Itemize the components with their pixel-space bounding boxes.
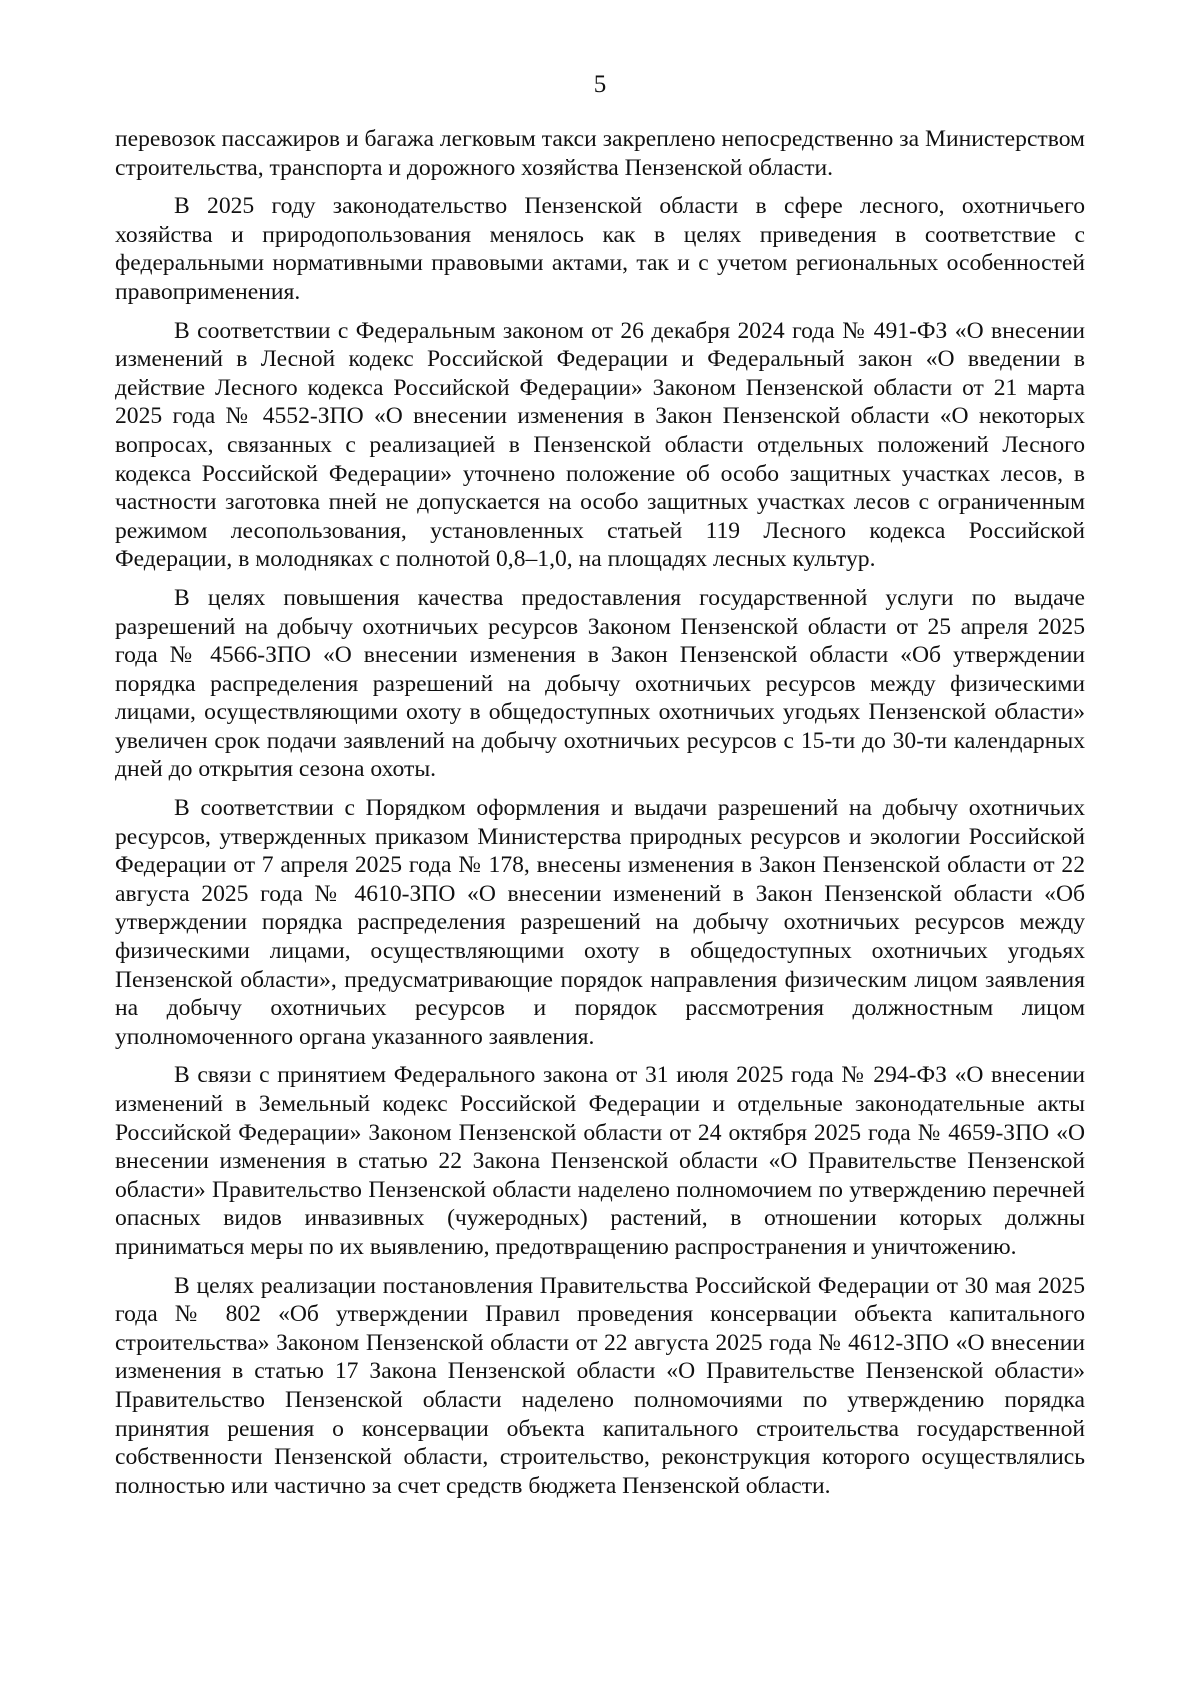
paragraph-forestry-legislation-overview: В 2025 году законодательство Пензенской области в сфере лесного, охотничьего хозяйства и природопользования менялось как в целях приведения в соответствие с федеральными нормативными правовыми актами, так и с учетом региональных особенностей правоприменения. (115, 193, 1085, 305)
document-body (115, 125, 1085, 1510)
paragraph-continuation: перевозок пассажиров и багажа легковым такси закреплено непосредственно за Министерством строительства, транспорта и дорожного хозяйства Пензенской области. (115, 126, 1085, 181)
paragraph-construction-conservation: В целях реализации постановления Правительства Российской Федерации от 30 мая 2025 года № 802 «Об утверждении Правил проведения консервации объекта капитального строительства» Законом Пензенской области от 22 августа 2025 года № 4612-ЗПО «О внесении изменения в статью 17 Закона Пензенской области «О Правительстве Пензенской области» Правительство Пензенской области наделено полномочиями по утверждению порядка принятия решения о консервации объекта капитального строительства государственной собственности Пензенской области, строительство, реконструкция которого осуществлялись полностью или частично за счет средств бюджета Пензенской области. (115, 1272, 1085, 1499)
paragraph-forest-code-amendment: В соответствии с Федеральным законом от 26 декабря 2024 года № 491-ФЗ «О внесении изменений в Лесной кодекс Российской Федерации и Федеральный закон «О введении в действие Лесного кодекса Российской Федерации» Законом Пензенской области от 21 марта 2025 года № 4552-ЗПО «О внесении изменения в Закон Пензенской области «О некоторых вопросах, связанных с реализацией в Пензенской области отдельных положений Лесного кодекса Российской Федерации» уточнено положение об особо защитных участках лесов, в частности заготовка пней не допускается на особо защитных участках лесов с ограниченным режимом лесопользования, установленных статьей 119 Лесного кодекса Российской Федерации, в молодняках с полнотой 0,8–1,0, на площадях лесных культур. (115, 317, 1085, 573)
paragraph-hunting-permits-procedure: В соответствии с Порядком оформления и выдачи разрешений на добычу охотничьих ресурсов, утвержденных приказом Министерства природных ресурсов и экологии Российской Федерации от 7 апреля 2025 года № 178, внесены изменения в Закон Пензенской области от 22 августа 2025 года № 4610-ЗПО «О внесении изменений в Закон Пензенской области «Об утверждении порядка распределения разрешений на добычу охотничьих ресурсов между физическими лицами, осуществляющими охоту в общедоступных охотничьих угодьях Пензенской области», предусматривающие порядок направления физическим лицом заявления на добычу охотничьих ресурсов и порядок рассмотрения должностным лицом уполномоченного органа указанного заявления. (115, 795, 1085, 1050)
paragraph-invasive-plants: В связи с принятием Федерального закона от 31 июля 2025 года № 294-ФЗ «О внесении изменений в Земельный кодекс Российской Федерации и отдельные законодательные акты Российской Федерации» Законом Пензенской области от 24 октября 2025 года № 4659-ЗПО «О внесении изменения в статью 22 Закона Пензенской области «О Правительстве Пензенской области» Правительство Пензенской области наделено полномочием по утверждению перечней опасных видов инвазивных (чужеродных) растений, в отношении которых должны приниматься меры по их выявлению, предотвращению распространения и уничтожению. (115, 1062, 1085, 1260)
paragraph-hunting-permits-deadline: В целях повышения качества предоставления государственной услуги по выдаче разрешений на добычу охотничьих ресурсов Законом Пензенской области от 25 апреля 2025 года № 4566-ЗПО «О внесении изменения в Закон Пензенской области «Об утверждении порядка распределения разрешений на добычу охотничьих ресурсов между физическими лицами, осуществляющими охоту в общедоступных охотничьих угодьях Пензенской области» увеличен срок подачи заявлений на добычу охотничьих ресурсов с 15-ти до 30-ти календарных дней до открытия сезона охоты. (115, 584, 1085, 783)
page-number: 5 (593, 71, 607, 98)
